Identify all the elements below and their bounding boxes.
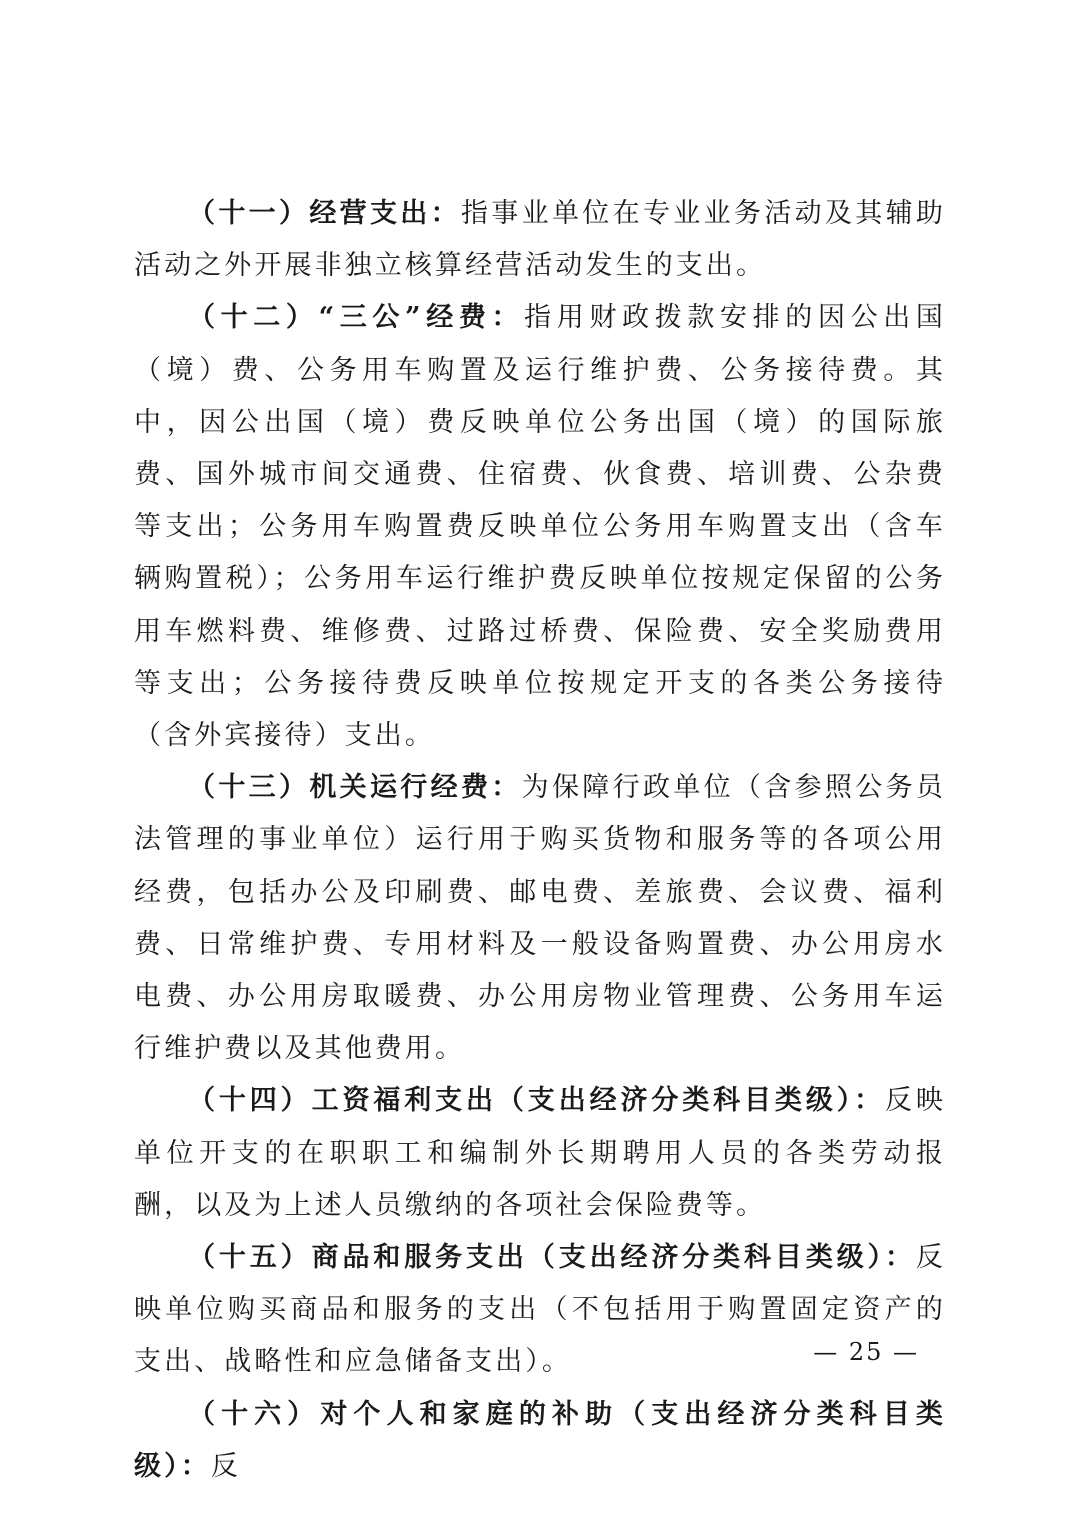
paragraph-heading: （十四）工资福利支出（支出经济分类科目类级）： [188,1085,885,1117]
paragraph-three-public-expenses [134,292,946,762]
paragraph-text: 指用财政拨款安排的因公出国（境）费、公务用车购置及运行维护费、公务接待费。其中，因公出国（境）费反映单位公务出国（境）的国际旅费、国外城市间交通费、住宿费、伙食费、培训费、公杂费等支出；公务用车购置费反映单位公务用车购置支出（含车辆购置税）；公务用车运行维护费反映单位按规定保留的公务用车燃料费、维修费、过路过桥费、保险费、安全奖励费用等支出；公务接待费反映单位按规定开支的各类公务接待（含外宾接待）支出。 [134,302,946,752]
paragraph-wages-welfare [134,1075,946,1232]
paragraph-text: 反映单位开支的在职职工和编制外长期聘用人员的各类劳动报酬，以及为上述人员缴纳的各项社会保险费等。 [134,1085,946,1221]
paragraph-subsidies-individuals [134,1389,946,1493]
paragraph-text: 反 [210,1450,241,1482]
paragraph-heading: （十二）“三公”经费： [188,302,525,334]
paragraph-heading: （十五）商品和服务支出（支出经济分类科目类级）： [188,1242,916,1274]
paragraph-agency-operating-funds [134,762,946,1075]
paragraph-operating-expenses [134,188,946,292]
paragraph-heading: （十一）经营支出： [188,198,461,229]
paragraph-text: 指事业单位在专业业务活动及其辅助活动之外开展非独立核算经营活动发生的支出。 [134,198,946,282]
paragraph-text: 为保障行政单位（含参照公务员法管理的事业单位）运行用于购买货物和服务等的各项公用经费，包括办公及印刷费、邮电费、差旅费、会议费、福利费、日常维护费、专用材料及一般设备购置费、办公用房水电费、办公用房取暖费、办公用房物业管理费、公务用车运行维护费以及其他费用。 [134,772,946,1065]
paragraph-heading: （十三）机关运行经费： [188,772,522,804]
paragraph-heading: （十六）对个人和家庭的补助（支出经济分类科目类级）： [134,1398,946,1482]
paragraph-text: 反映单位购买商品和服务的支出（不包括用于购置固定资产的支出、战略性和应急储备支出）。 [134,1242,946,1378]
page-number: — 25 — [813,1338,919,1366]
document-body [134,188,946,1493]
